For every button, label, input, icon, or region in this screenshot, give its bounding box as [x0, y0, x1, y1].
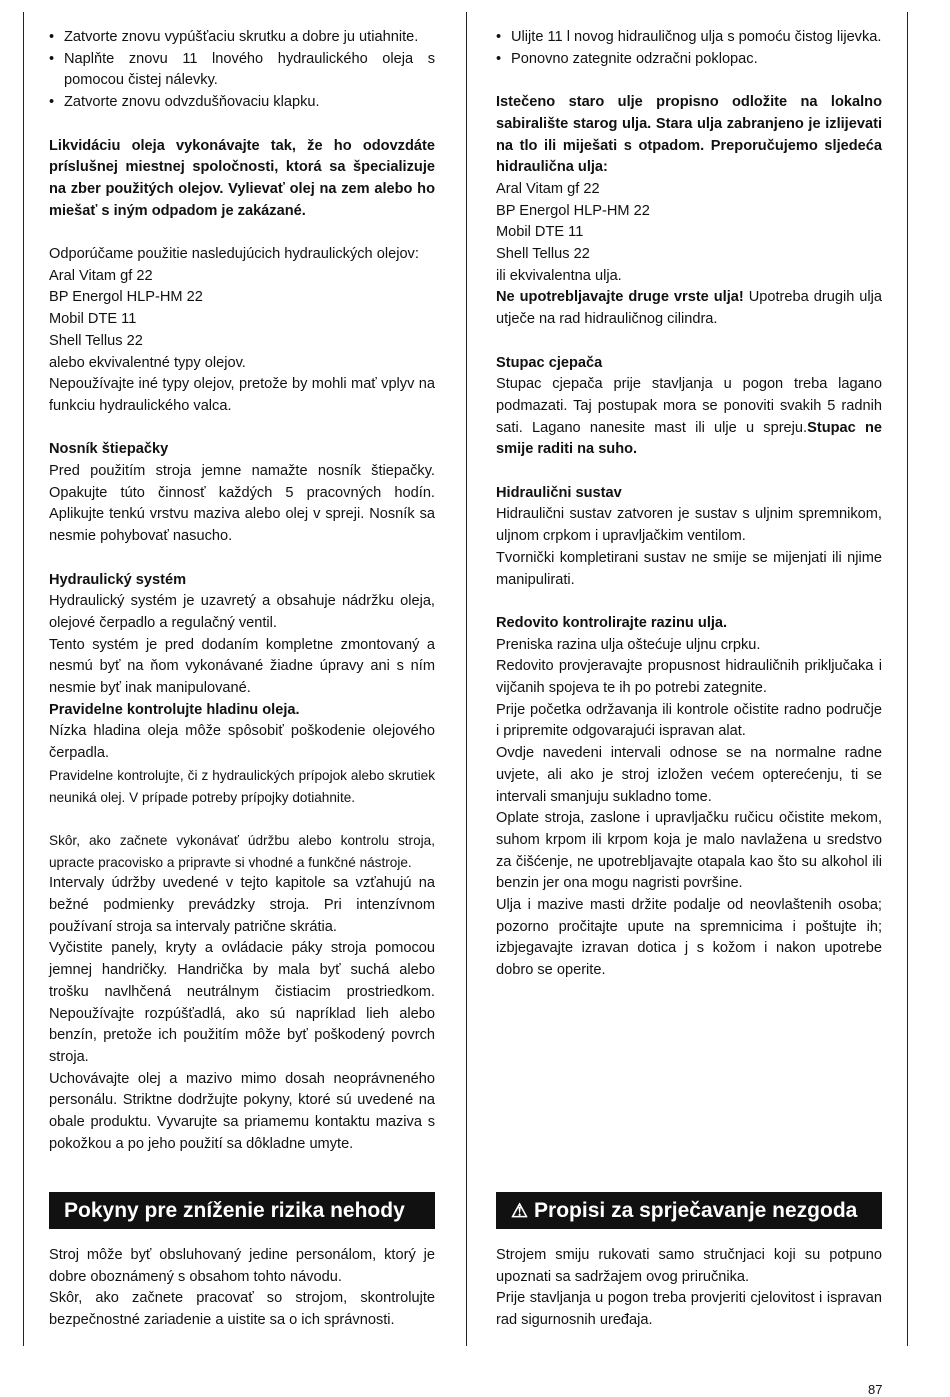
right-oil-level-text-1: Preniska razina ulja oštećuje uljnu crpku.: [496, 636, 761, 653]
left-safety-section: [49, 1245, 435, 1332]
right-oils-warning-bold: Ne upotrebljavajte druge vrste ulja!: [496, 289, 744, 306]
left-safety-banner: [49, 1192, 435, 1229]
left-oils-alt: alebo ekvivalentné typy olejov.: [49, 354, 246, 371]
warning-triangle-icon: ⚠: [511, 1201, 529, 1222]
right-beam-heading: Stupac cjepača: [496, 354, 603, 371]
left-maintenance-text-4: Uchovávajte olej a mazivo mimo dosah neoprávneného personálu. Striktne dodržujte pokyny, ktoré sú uvedené na obale produktu. Vyvarujte sa priamemu kontaktu maziva s pokožkou a po jeho použití sa dôkladne umyte.: [49, 1070, 435, 1152]
left-hydraulic-text-1: Hydraulický systém je uzavretý a obsahuje nádržku oleja, olejové čerpadlo a regulačný ventil.: [49, 593, 435, 631]
left-oil-item: BP Energol HLP-HM 22: [49, 289, 203, 306]
right-safety-text-1: Strojem smiju rukovati samo stručnjaci koji su potpuno upoznati sa sadržajem ovog priručnika.: [496, 1247, 882, 1285]
left-hydraulic-heading: Hydraulický systém: [49, 571, 187, 588]
list-item: • Ulijte 11 l novog hidrauličnog ulja s pomoću čistog lijevka.: [496, 27, 882, 49]
right-oils-warning: [496, 287, 882, 330]
left-beam-heading: Nosník štiepačky: [49, 441, 169, 458]
list-item: • Naplňte znovu 11 lnového hydraulického oleja s pomocou čistej nálevky.: [49, 49, 435, 92]
center-column-rule: [466, 12, 467, 1346]
left-oils-warning: Nepoužívajte iné typy olejov, pretože by mohli mať vplyv na funkciu hydraulického valca.: [49, 376, 435, 414]
right-oil-level-text-2: Redovito provjeravajte propusnost hidrauličnih priključaka i vijčanih spojeva te ih po potrebi zategnite.: [496, 658, 882, 697]
right-hydraulic-heading: Hidraulični sustav: [496, 484, 622, 501]
left-hydraulic-text-2: Tento systém je pred dodaním kompletne zmontovaný a nesmú byť na ňom vykonávané žiadne úpravy ani s ním nesmie byť inak manipulované.: [49, 636, 435, 697]
right-disposal-notice: Istečeno staro ulje propisno odložite na lokalno sabiralište starog ulja. Stara ulja zabranjeno je izlijevati na tlo ili miješati s otpadom. Preporučujemo sljedeća hidraulična ulja:: [496, 94, 882, 176]
page-number: 87: [868, 1382, 883, 1397]
right-oil-item: Aral Vitam gf 22: [496, 180, 600, 197]
left-safety-banner-title: Pokyny pre zníženie rizika nehody: [64, 1199, 405, 1222]
right-oil-item: BP Energol HLP-HM 22: [496, 202, 650, 219]
left-border-rule: [23, 12, 24, 1346]
left-oil-item: Mobil DTE 11: [49, 311, 137, 328]
right-beam-text-bold: Stupac ne smije raditi na suho.: [496, 419, 882, 458]
left-oil-level-heading: Pravidelne kontrolujte hladinu oleja.: [49, 701, 300, 718]
list-item: • Ponovno zategnite odzračni poklopac.: [496, 49, 882, 71]
left-beam-text: Pred použitím stroja jemne namažte nosník štiepačky. Opakujte túto činnosť každých 5 pracovných hodín. Aplikujte tenkú vrstvu maziva alebo olej v spreji. Nosník sa nesmie pohybovať nasucho.: [49, 463, 435, 545]
right-oil-item: Mobil DTE 11: [496, 224, 584, 241]
right-bullet-list: [496, 27, 882, 70]
right-beam-text-regular: Stupac cjepača prije stavljanja u pogon treba lagano podmazati. Taj postupak mora se ponoviti svakih 5 radnih sati. Lagano nanesite mast ili ulje u spreju.: [496, 376, 882, 436]
right-maintenance-text-1: Prije početka održavanja ili kontrole očistite radno područje i pripremite odgovarajući ispravan alat.: [496, 701, 882, 740]
right-hydraulic-text-2: Tvornički kompletirani sustav ne smije se mijenjati ili njime manipulirati.: [496, 549, 882, 588]
list-item: • Zatvorte znovu vypúšťaciu skrutku a dobre ju utiahnite.: [49, 27, 435, 49]
right-maintenance-text-4: Ulja i mazive masti držite podalje od neovlaštenih osoba; pozorno pročitajte upute na spremnicima i poštujte ih; izbjegavajte izravan dotica j s kožom i nakon upotrebe dobro se operite.: [496, 897, 882, 979]
right-hydraulic-text-1: Hidraulični sustav zatvoren je sustav s uljnim spremnikom, uljnom crpkom i upravljačkim ventilom.: [496, 506, 882, 545]
left-maintenance-text-3: Vyčistite panely, kryty a ovládacie páky stroja pomocou jemnej handričky. Handrička by mala byť suchá alebo trošku navlhčená neutrálnym čistiacim prostriedkom. Nepoužívajte rozpúšťadlá, ako sú napríklad lieh alebo benzín, pretože ich použitím môže byť poškodený povrch stroja.: [49, 940, 435, 1065]
right-column: [496, 27, 882, 982]
left-oil-item: Aral Vitam gf 22: [49, 267, 153, 284]
right-safety-banner-title: Propisi za sprječavanje nezgoda: [534, 1199, 858, 1222]
right-maintenance-text-3: Oplate stroja, zaslone i upravljačku ručicu očistite mekom, suhom krpom ili krpom koja je malo navlažena u sredstvo za čišćenje, ne upotrebljavajte otapala kao što su alkohol ili benzin jer ona mogu nagristi površine.: [496, 810, 882, 892]
right-maintenance-text-2: Ovdje navedeni intervali odnose se na normalne radne uvjete, ali ako je stroj izložen većem opterećenju, ti se intervali smanjuju sukladno tome.: [496, 745, 882, 805]
left-bullet-list: [49, 27, 435, 114]
left-oils-intro: Odporúčame použitie nasledujúcich hydraulických olejov:: [49, 246, 419, 262]
right-safety-banner: [496, 1192, 882, 1229]
right-safety-text-2: Prije stavljanja u pogon treba provjeriti cjelovitost i ispravan rad sigurnosnih uređaja.: [496, 1290, 882, 1329]
right-oil-level-heading: Redovito kontrolirajte razinu ulja.: [496, 614, 728, 631]
left-disposal-notice: Likvidáciu oleja vykonávajte tak, že ho odovzdáte príslušnej miestnej spoločnosti, ktorá sa špecializuje na zber použitých olejov. Vylievať olej na zem alebo ho miešať s iným odpadom je zakázané.: [49, 137, 435, 219]
left-maintenance-text-2: Intervaly údržby uvedené v tejto kapitole sa vzťahujú na bežné podmienky prevádzky stroja. Pri intenzívnom používaní stroja sa intervaly patrične skrátia.: [49, 875, 435, 935]
right-oils-warning-rest: Upotreba drugih ulja utječe na rad hidrauličnog cilindra.: [496, 289, 882, 328]
left-oil-level-text-2: Pravidelne kontrolujte, či z hydraulických prípojok alebo skrutiek neuniká olej. V prípade potreby prípojky dotiahnite.: [49, 767, 435, 805]
left-maintenance-text-1: Skôr, ako začnete vykonávať údržbu alebo kontrolu stroja, upracte pracovisko a pripravte si vhodné a funkčné nástroje.: [49, 832, 435, 870]
right-oil-item: Shell Tellus 22: [496, 246, 590, 263]
right-border-rule: [907, 12, 908, 1346]
left-safety-text-2: Skôr, ako začnete pracovať so strojom, skontrolujte bezpečnostné zariadenie a uistite sa o ich správnosti.: [49, 1290, 435, 1329]
right-oils-alt: ili ekvivalentna ulja.: [496, 267, 622, 284]
left-safety-text-1: Stroj môže byť obsluhovaný jedine personálom, ktorý je dobre oboznámený s obsahom tohto návodu.: [49, 1247, 435, 1285]
list-item: • Zatvorte znovu odvzdušňovaciu klapku.: [49, 92, 435, 114]
right-beam-text: [496, 374, 882, 461]
right-safety-section: [496, 1245, 882, 1332]
left-oil-level-text-1: Nízka hladina oleja môže spôsobiť poškodenie olejového čerpadla.: [49, 723, 435, 762]
left-oil-item: Shell Tellus 22: [49, 332, 143, 349]
left-column: [49, 27, 435, 1155]
